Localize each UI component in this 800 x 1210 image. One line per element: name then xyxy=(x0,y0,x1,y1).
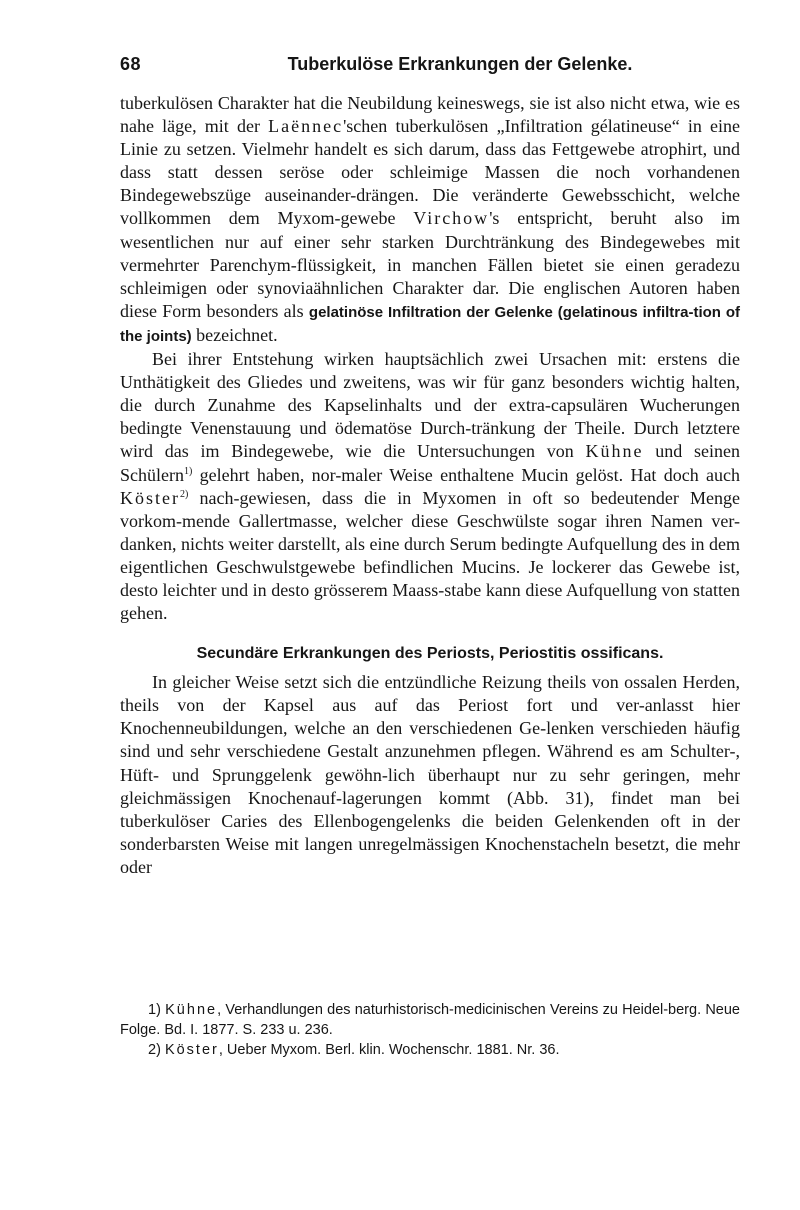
footnotes xyxy=(120,1000,740,1060)
footnote-author: Köster xyxy=(164,1042,219,1058)
footnote-ref-1[interactable]: 1) xyxy=(183,465,193,477)
page-header xyxy=(120,54,740,84)
paragraph-3: In gleicher Weise setzt sich die entzündliche Reizung theils von ossalen Herden, theils von der Kapsel aus auf das Periost fort und ver-anlasst hier Knochenneubildungen, welche an den verschiedenen Ge-lenken verschieden häufig sind und sehr verschiedene Gestalt anzunehmen pflegen. Während es am Schulter-, Hüft- und Sprunggelenk gewöhn-lich überhaupt nur zu sehr geringen, mehr gleichmässigen Knochenauf-lagerungen kommt (Abb. 31), findet man bei tuberkulöser Caries des Ellenbogengelenks die beiden Gelenkenden oft in der sonderbarsten Weise mit langen unregelmässigen Knochenstacheln besetzt, die mehr oder xyxy=(120,672,740,877)
author-name: Virchow xyxy=(413,208,490,229)
running-title: Tuberkulöse Erkrankungen der Gelenke. xyxy=(287,54,633,74)
author-name: Laënnec xyxy=(268,116,344,137)
footnote-2: 2) Köster, Ueber Myxom. Berl. klin. Wochenschr. 1881. Nr. 36. xyxy=(148,1042,560,1058)
page-number: 68 xyxy=(120,54,142,74)
paragraph-2: Bei ihrer Entstehung wirken hauptsächlich zwei Ursachen mit: erstens die Unthätigkeit des Gliedes und zweitens, was wir für ganz besonders wichtig halten, die durch Zunahme des Kapselinhalts und der extra-capsulären Wucherungen bedingte Venenstauung und ödematöse Durch-tränkung der Theile. Durch letztere wird das im Bindegewebe, wie die Untersuchungen von Kühne und seinen Schülern$^{1)}$ gelehrt haben, nor-maler Weise enthaltene Mucin gelöst. Hat doch auch Köster$^{2)}$ nach-gewiesen, dass die in Myxomen in oft so bedeutender Menge vorkom-mende Gallertmasse, welcher diese Geschwülste sogar ihren Namen ver-danken, nichts weiter darstellt, als eine durch Serum bedingte Aufquellung des in dem eigentlichen Geschwulstgewebe befindlichen Mucins. Je lockerer das Gewebe ist, desto leichter und in desto grösserem Maass-stabe kann diese Aufquellung von statten gehen. xyxy=(120,349,741,624)
footnote-ref-2[interactable]: 2) xyxy=(180,488,189,500)
paragraph-1: tuberkulösen Charakter hat die Neubildung keineswegs, sie ist also nicht etwa, wie es nahe läge, mit der Laënnec'schen tuberkulösen „Infiltration gélatineuse“ in eine Linie zu setzen. Vielmehr handelt es sich darum, dass das Fettgewebe atrophirt, und dass statt dessen seröse oder schleimige Massen die noch vorhandenen Bindegewebszüge auseinander-drängen. Die veränderte Gewebsschicht, welche vollkommen dem Myxom-gewebe Virchow's entspricht, beruht also im wesentlichen nur auf einer sehr starken Durchtränkung des Bindegewebes mit vermehrter Parenchym-flüssigkeit, in manchen Fällen bietet sie einen geradezu schleimigen oder synoviaähnlichen Charakter dar. Die englischen Autoren haben diese Form besonders als gelatinöse Infiltration der Gelenke (gelatinous infiltra-tion of the joints) bezeichnet. xyxy=(120,93,741,345)
body-text xyxy=(120,92,740,879)
footnote-author: Kühne xyxy=(165,1002,218,1018)
section-heading: Secundäre Erkrankungen des Periosts, Periostitis ossificans. xyxy=(196,645,664,663)
author-name: Köster xyxy=(120,487,180,508)
technical-term: gelatinöse Infiltration der Gelenke (gelatinous infiltra-tion of the joints) xyxy=(120,303,741,345)
footnote-1: 1) Kühne, Verhandlungen des naturhistorisch-medicinischen Vereins zu Heidel-berg. Neue Folge. Bd. I. 1877. S. 233 u. 236. xyxy=(120,1002,740,1038)
author-name: Kühne xyxy=(585,441,644,462)
